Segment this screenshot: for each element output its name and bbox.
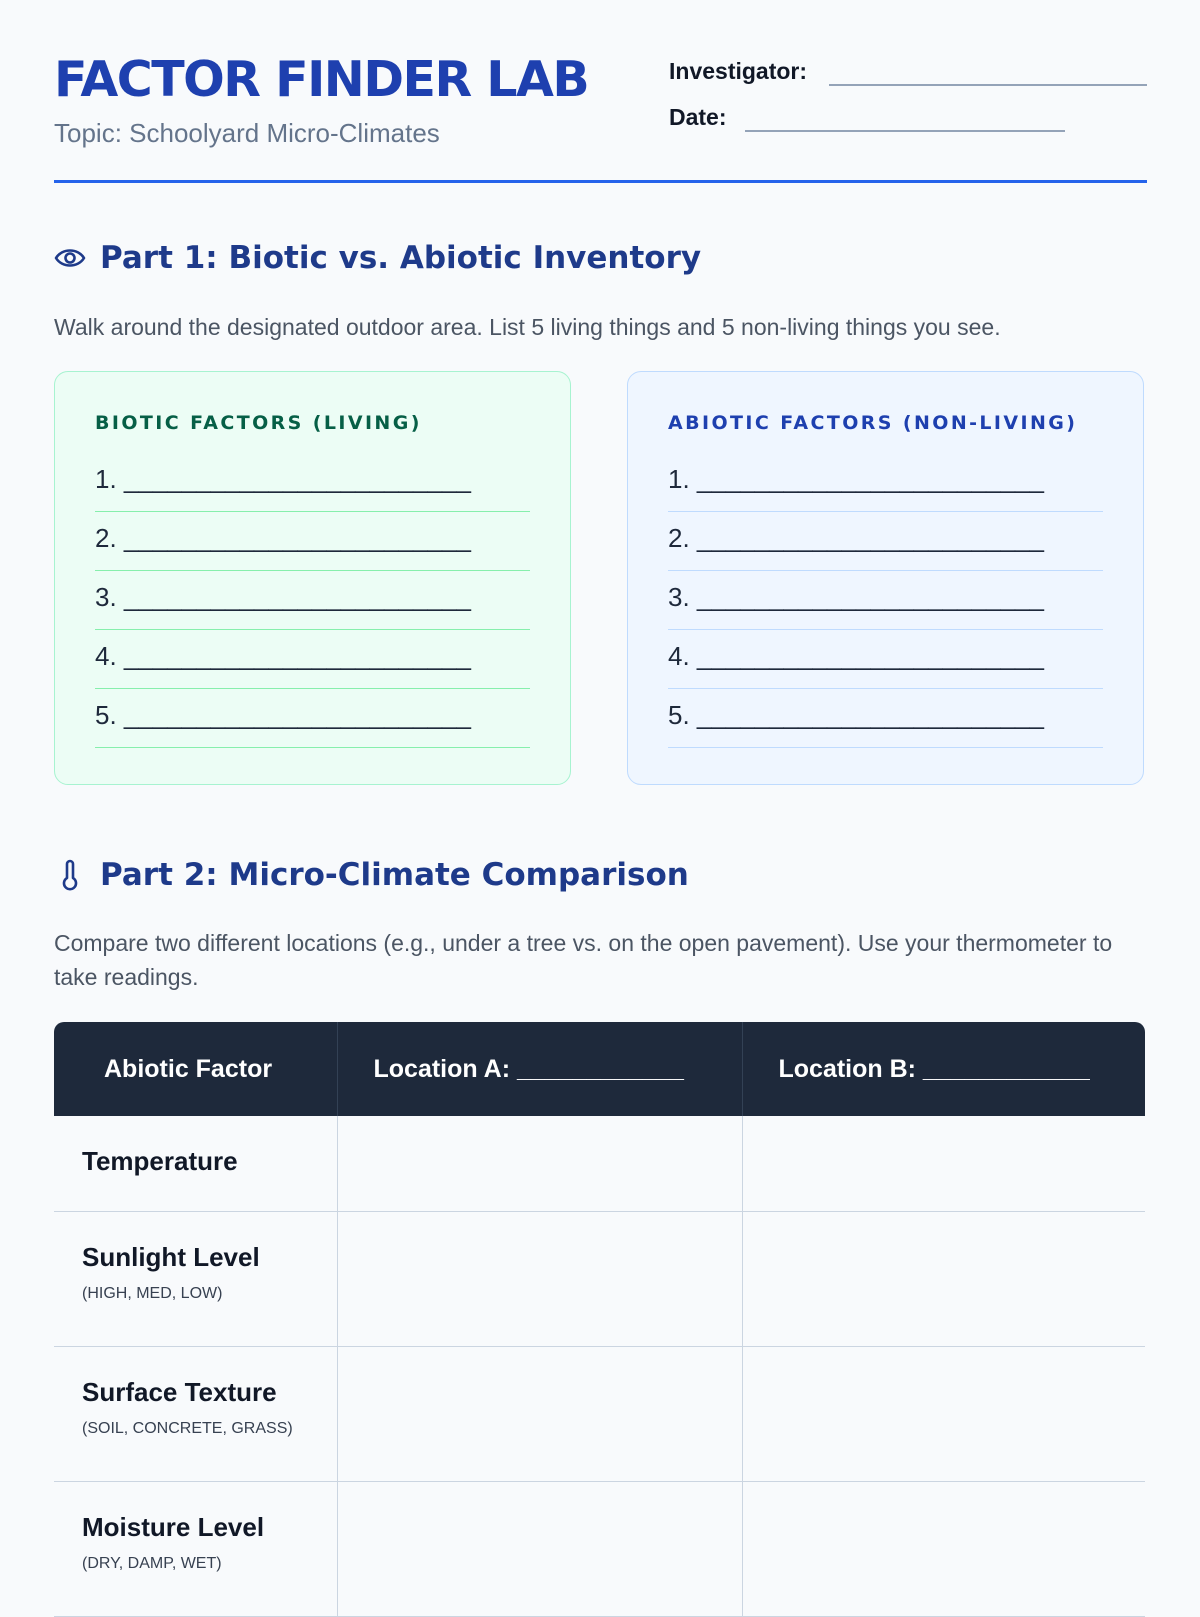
location-a-cell[interactable]: [337, 1211, 742, 1346]
factor-name: Surface Texture: [82, 1376, 277, 1407]
abiotic-card: [627, 371, 1144, 785]
factor-cell: [54, 1481, 337, 1616]
abiotic-entry-2[interactable]: 2. ________________________: [668, 513, 1103, 571]
location-b-cell[interactable]: [742, 1346, 1145, 1481]
worksheet-header: [54, 0, 1147, 184]
page-title: FACTOR FINDER LAB: [54, 51, 589, 108]
column-header-location-b: Location B: ____________: [742, 1022, 1145, 1116]
biotic-card: [54, 371, 571, 785]
part2-description: Compare two different locations (e.g., under a tree vs. on the open pavement). Use your thermometer to take readings.: [54, 930, 1113, 990]
factor-name: Sunlight Level: [82, 1241, 260, 1272]
student-info: [669, 52, 1147, 144]
table-row: [54, 1211, 1145, 1346]
abiotic-entry-4[interactable]: 4. ________________________: [668, 631, 1103, 689]
biotic-entry-4[interactable]: 4. ________________________: [95, 631, 530, 689]
part2-title: [54, 857, 689, 893]
part1-title-text: Part 1: Biotic vs. Abiotic Inventory: [100, 240, 702, 276]
table-row: [54, 1481, 1145, 1616]
location-a-cell[interactable]: [337, 1346, 742, 1481]
location-a-cell[interactable]: [337, 1116, 742, 1211]
biotic-entry-5[interactable]: 5. ________________________: [95, 690, 530, 748]
abiotic-entry-1[interactable]: 1. ________________________: [668, 454, 1103, 512]
location-a-cell[interactable]: [337, 1481, 742, 1616]
factor-hint: (HIGH, MED, LOW): [82, 1284, 223, 1302]
biotic-entry-2[interactable]: 2. ________________________: [95, 513, 530, 571]
factor-cell: [54, 1211, 337, 1346]
abiotic-entry-3[interactable]: 3. ________________________: [668, 572, 1103, 630]
table-row: [54, 1346, 1145, 1481]
factor-name: Temperature: [82, 1146, 238, 1176]
table-header-row: [54, 1022, 1145, 1116]
eye-icon: [54, 242, 86, 274]
location-b-cell[interactable]: [742, 1116, 1145, 1211]
abiotic-heading: ABIOTIC FACTORS (NON-LIVING): [668, 412, 1078, 434]
factor-cell: [54, 1116, 337, 1211]
comparison-table: [54, 1022, 1145, 1617]
date-row: [669, 98, 1147, 144]
column-header-location-a: Location A: ____________: [337, 1022, 742, 1116]
investigator-row: [669, 52, 1147, 98]
abiotic-list: [668, 454, 1103, 748]
part1-description: Walk around the designated outdoor area. List 5 living things and 5 non-living things you see.: [54, 314, 1001, 340]
location-b-cell[interactable]: [742, 1211, 1145, 1346]
worksheet-page: [54, 0, 1147, 1572]
factor-name: Moisture Level: [82, 1511, 265, 1542]
page-subtitle: Topic: Schoolyard Micro-Climates: [54, 118, 440, 148]
biotic-entry-1[interactable]: 1. ________________________: [95, 454, 530, 512]
header-divider: [54, 180, 1147, 183]
abiotic-entry-5[interactable]: 5. ________________________: [668, 690, 1103, 748]
factor-cell: [54, 1346, 337, 1481]
part2-title-text: Part 2: Micro-Climate Comparison: [100, 857, 689, 893]
thermometer-icon: [54, 859, 86, 891]
factor-hint: (DRY, DAMP, WET): [82, 1554, 222, 1572]
biotic-list: [95, 454, 530, 748]
investigator-label: Investigator:: [669, 58, 808, 84]
part1-title: [54, 240, 701, 276]
table-row: [54, 1116, 1145, 1211]
date-label: Date:: [669, 104, 727, 130]
biotic-entry-3[interactable]: 3. ________________________: [95, 572, 530, 630]
biotic-heading: BIOTIC FACTORS (LIVING): [95, 412, 422, 434]
location-b-cell[interactable]: [742, 1481, 1145, 1616]
date-input-line[interactable]: [745, 130, 1065, 132]
factor-hint: (SOIL, CONCRETE, GRASS): [82, 1419, 293, 1437]
investigator-input-line[interactable]: [829, 84, 1147, 86]
column-header-factor: Abiotic Factor: [54, 1022, 337, 1116]
